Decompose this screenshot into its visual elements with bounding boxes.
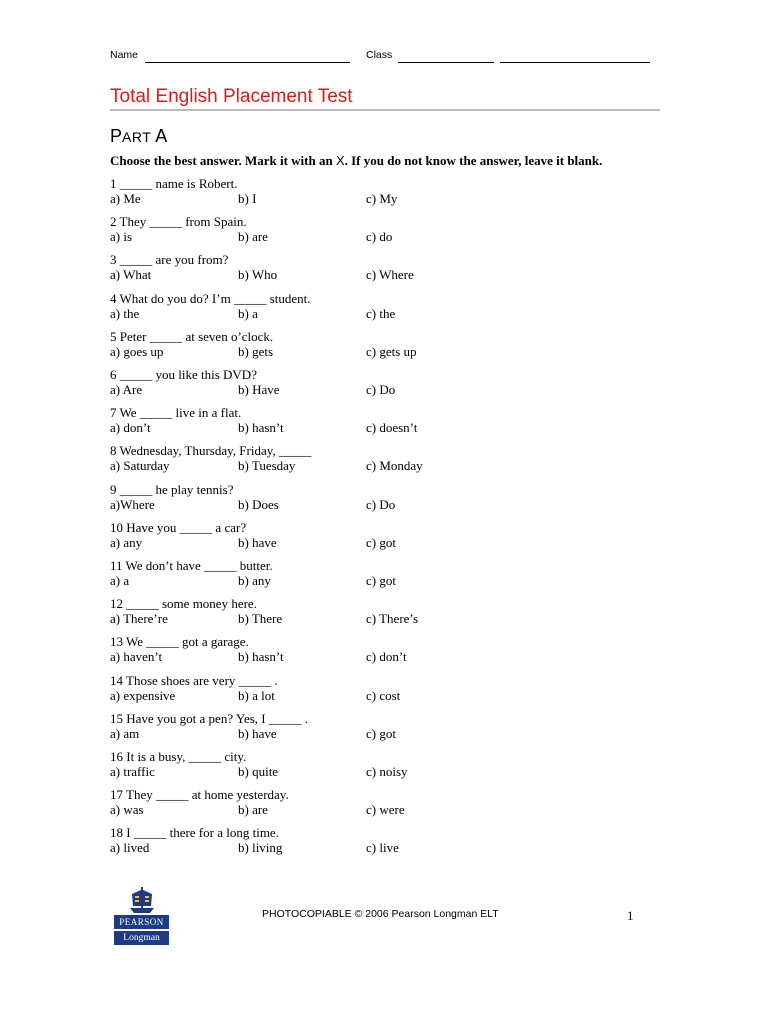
question-stem: 12 _____ some money here. — [110, 596, 257, 612]
answer-option-a[interactable]: a) am — [110, 725, 140, 741]
answer-option-b[interactable]: b) living — [238, 840, 283, 856]
question-stem: 11 We don’t have _____ butter. — [110, 558, 273, 573]
answer-option-b[interactable]: b) a — [238, 305, 258, 321]
answer-option-a[interactable]: a) the — [110, 305, 140, 321]
answer-option-b[interactable]: b) hasn’t — [238, 649, 284, 665]
question-stem: 1 _____ name is Robert. — [110, 176, 238, 191]
question-stem: 2 They _____ from Spain. — [110, 214, 247, 230]
answer-option-c[interactable]: c) don’t — [366, 649, 407, 665]
logo-pearson-text: PEARSON — [114, 915, 169, 929]
answer-option-b[interactable]: b) There — [238, 611, 283, 627]
question-stem: 4 What do you do? I’m _____ student. — [110, 290, 311, 306]
question-item — [110, 443, 670, 477]
instructions-mark: X — [335, 153, 345, 168]
part-heading-initial: P — [110, 126, 123, 146]
question-stem: 3 _____ are you from? — [110, 252, 229, 268]
answer-option-a[interactable]: a) goes up — [110, 343, 164, 359]
answer-option-b[interactable]: b) have — [238, 534, 277, 550]
answer-option-a[interactable]: a)Where — [110, 496, 155, 512]
class-label: Class — [366, 49, 393, 61]
answer-option-a[interactable]: a) Saturday — [110, 458, 170, 474]
answer-option-c[interactable]: c) gets up — [366, 343, 417, 359]
question-stem: 10 Have you _____ a car? — [110, 519, 247, 535]
answer-option-a[interactable]: a) There’re — [110, 611, 168, 627]
logo-longman-text: Longman — [114, 931, 169, 945]
answer-option-b[interactable]: b) Does — [238, 496, 279, 512]
answer-option-b[interactable]: b) Have — [238, 382, 280, 397]
question-item — [110, 558, 670, 592]
answer-option-c[interactable]: c) Do — [366, 382, 396, 397]
answer-option-b[interactable]: b) Tuesday — [238, 458, 296, 474]
name-line — [145, 62, 350, 63]
question-item — [110, 252, 670, 286]
instructions-after: . If you do not know the answer, leave it blank. — [344, 153, 603, 168]
answer-option-a[interactable]: a) Me — [110, 191, 141, 206]
answer-option-c[interactable]: c) were — [366, 802, 405, 818]
question-item — [110, 214, 670, 248]
answer-option-b[interactable]: b) are — [238, 229, 268, 245]
question-item — [110, 711, 670, 745]
answer-option-c[interactable]: c) Do — [366, 496, 396, 512]
answer-option-a[interactable]: a) is — [110, 229, 133, 245]
question-stem: 13 We _____ got a garage. — [110, 634, 249, 650]
question-item — [110, 405, 670, 439]
question-item — [110, 596, 670, 630]
question-item — [110, 176, 670, 210]
question-item — [110, 634, 670, 668]
answer-option-b[interactable]: b) have — [238, 725, 277, 741]
answer-option-a[interactable]: a) What — [110, 267, 152, 283]
answer-option-b[interactable]: b) a lot — [238, 687, 275, 703]
answer-option-a[interactable]: a) lived — [110, 840, 150, 856]
question-item — [110, 673, 670, 707]
answer-option-a[interactable]: a) a — [110, 573, 130, 588]
page-number: 1 — [627, 908, 634, 923]
question-item — [110, 329, 670, 363]
answer-option-b[interactable]: b) Who — [238, 267, 278, 283]
question-item — [110, 367, 670, 401]
answer-option-c[interactable]: c) got — [366, 534, 396, 550]
answer-option-b[interactable]: b) are — [238, 802, 268, 818]
answer-option-c[interactable]: c) Where — [366, 267, 414, 283]
question-stem: 5 Peter _____ at seven o’clock. — [110, 328, 274, 344]
question-item — [110, 825, 670, 859]
instructions-before: Choose the best answer. Mark it with an — [110, 153, 336, 168]
answer-option-b[interactable]: b) quite — [238, 764, 279, 779]
answer-option-c[interactable]: c) Monday — [366, 458, 423, 474]
question-stem: 15 Have you got a pen? Yes, I _____ . — [110, 710, 308, 726]
question-stem: 9 _____ he play tennis? — [110, 481, 234, 497]
question-item — [110, 482, 670, 516]
instructions — [110, 153, 602, 169]
question-stem: 14 Those shoes are very _____ . — [110, 672, 278, 688]
answer-option-c[interactable]: c) noisy — [366, 764, 408, 779]
class-line — [398, 62, 494, 63]
question-item — [110, 291, 670, 325]
title-divider — [110, 109, 660, 111]
publisher-logo — [114, 886, 169, 948]
answer-option-b[interactable]: b) I — [238, 191, 257, 206]
answer-option-c[interactable]: c) live — [366, 840, 399, 856]
question-item — [110, 787, 670, 821]
class-line-extra — [500, 62, 650, 63]
answer-option-c[interactable]: c) There’s — [366, 611, 419, 627]
answer-option-a[interactable]: a) was — [110, 802, 144, 818]
page-title: Total English Placement Test — [110, 86, 353, 107]
question-stem: 7 We _____ live in a flat. — [110, 405, 242, 421]
answer-option-b[interactable]: b) gets — [238, 343, 274, 359]
answer-option-a[interactable]: a) Are — [110, 382, 143, 397]
question-stem: 6 _____ you like this DVD? — [110, 367, 257, 382]
answer-option-b[interactable]: b) hasn’t — [238, 420, 284, 436]
answer-option-c[interactable]: c) My — [366, 191, 398, 206]
question-stem: 16 It is a busy, _____ city. — [110, 749, 247, 764]
question-stem: 18 I _____ there for a long time. — [110, 825, 279, 841]
answer-option-c[interactable]: c) doesn’t — [366, 420, 418, 436]
answer-option-c[interactable]: c) cost — [366, 687, 401, 703]
ship-logo-icon — [130, 886, 154, 914]
answer-option-c[interactable]: c) got — [366, 573, 396, 588]
name-label: Name — [110, 49, 139, 61]
answer-option-a[interactable]: a) traffic — [110, 764, 155, 779]
question-stem: 8 Wednesday, Thursday, Friday, _____ — [110, 443, 312, 459]
question-item — [110, 520, 670, 554]
answer-option-a[interactable]: a) any — [110, 534, 143, 550]
question-item — [110, 749, 670, 783]
answer-option-a[interactable]: a) haven’t — [110, 649, 163, 665]
part-heading-rest: ART — [122, 129, 152, 145]
question-stem: 17 They _____ at home yesterday. — [110, 787, 289, 803]
copyright-footer: PHOTOCOPIABLE © 2006 Pearson Longman ELT — [262, 908, 499, 920]
answer-option-a[interactable]: a) don’t — [110, 420, 151, 436]
answer-option-c[interactable]: c) got — [366, 725, 396, 741]
answer-option-c[interactable]: c) the — [366, 305, 396, 321]
part-heading-letter: A — [155, 126, 168, 146]
answer-option-b[interactable]: b) any — [238, 573, 271, 588]
answer-option-a[interactable]: a) expensive — [110, 687, 176, 703]
part-heading — [110, 126, 167, 147]
answer-option-c[interactable]: c) do — [366, 229, 393, 245]
